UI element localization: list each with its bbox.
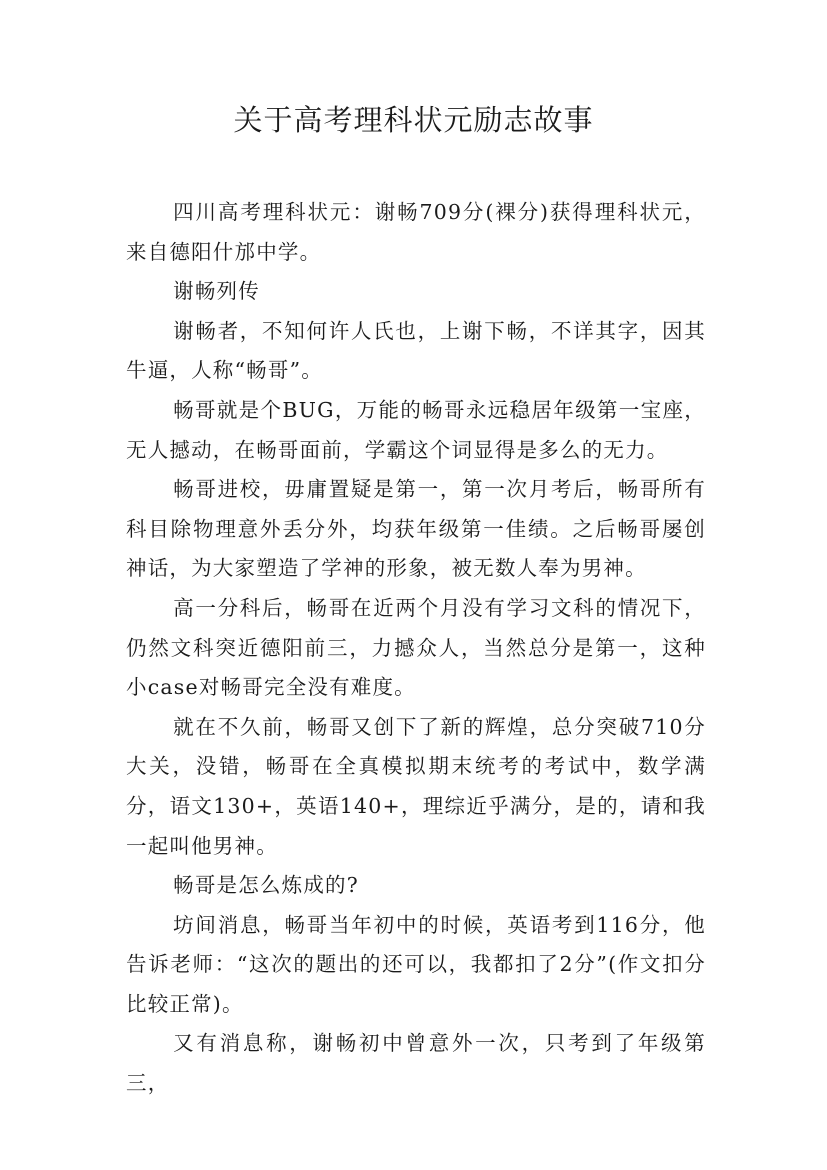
paragraph: 谢畅者，不知何许人氏也，上谢下畅，不详其字，因其牛逼，人称“畅哥”。 — [126, 318, 706, 383]
paragraph: 谢畅列传 — [173, 279, 260, 304]
paragraph: 高一分科后，畅哥在近两个月没有学习文科的情况下，仍然文科突近德阳前三，力撼众人，当然总分是第一，这种小case对畅哥完全没有难度。 — [126, 595, 706, 700]
document-body — [126, 193, 706, 1104]
paragraph: 坊间消息，畅哥当年初中的时候，英语考到116分，他告诉老师：“这次的题出的还可以，我都扣了2分”(作文扣分比较正常)。 — [126, 912, 706, 1016]
paragraph: 畅哥是怎么炼成的? — [173, 873, 359, 898]
paragraph: 就在不久前，畅哥又创下了新的辉煌，总分突破710分大关，没错，畅哥在全真模拟期末统考的考试中，数学满分，语文130+，英语140+，理综近乎满分，是的，请和我一起叫他男神。 — [126, 714, 706, 858]
paragraph: 畅哥进校，毋庸置疑是第一，第一次月考后，畅哥所有科目除物理意外丢分外，均获年级第一佳绩。之后畅哥屡创神话，为大家塑造了学神的形象，被无数人奉为男神。 — [126, 477, 706, 581]
document-title: 关于高考理科状元励志故事 — [233, 103, 594, 137]
paragraph: 畅哥就是个BUG，万能的畅哥永远稳居年级第一宝座，无人撼动，在畅哥面前，学霸这个词显得是多么的无力。 — [126, 397, 706, 462]
paragraph: 又有消息称，谢畅初中曾意外一次，只考到了年级第三， — [126, 1031, 706, 1096]
paragraph: 四川高考理科状元：谢畅709分(裸分)获得理科状元，来自德阳什邡中学。 — [126, 200, 706, 264]
